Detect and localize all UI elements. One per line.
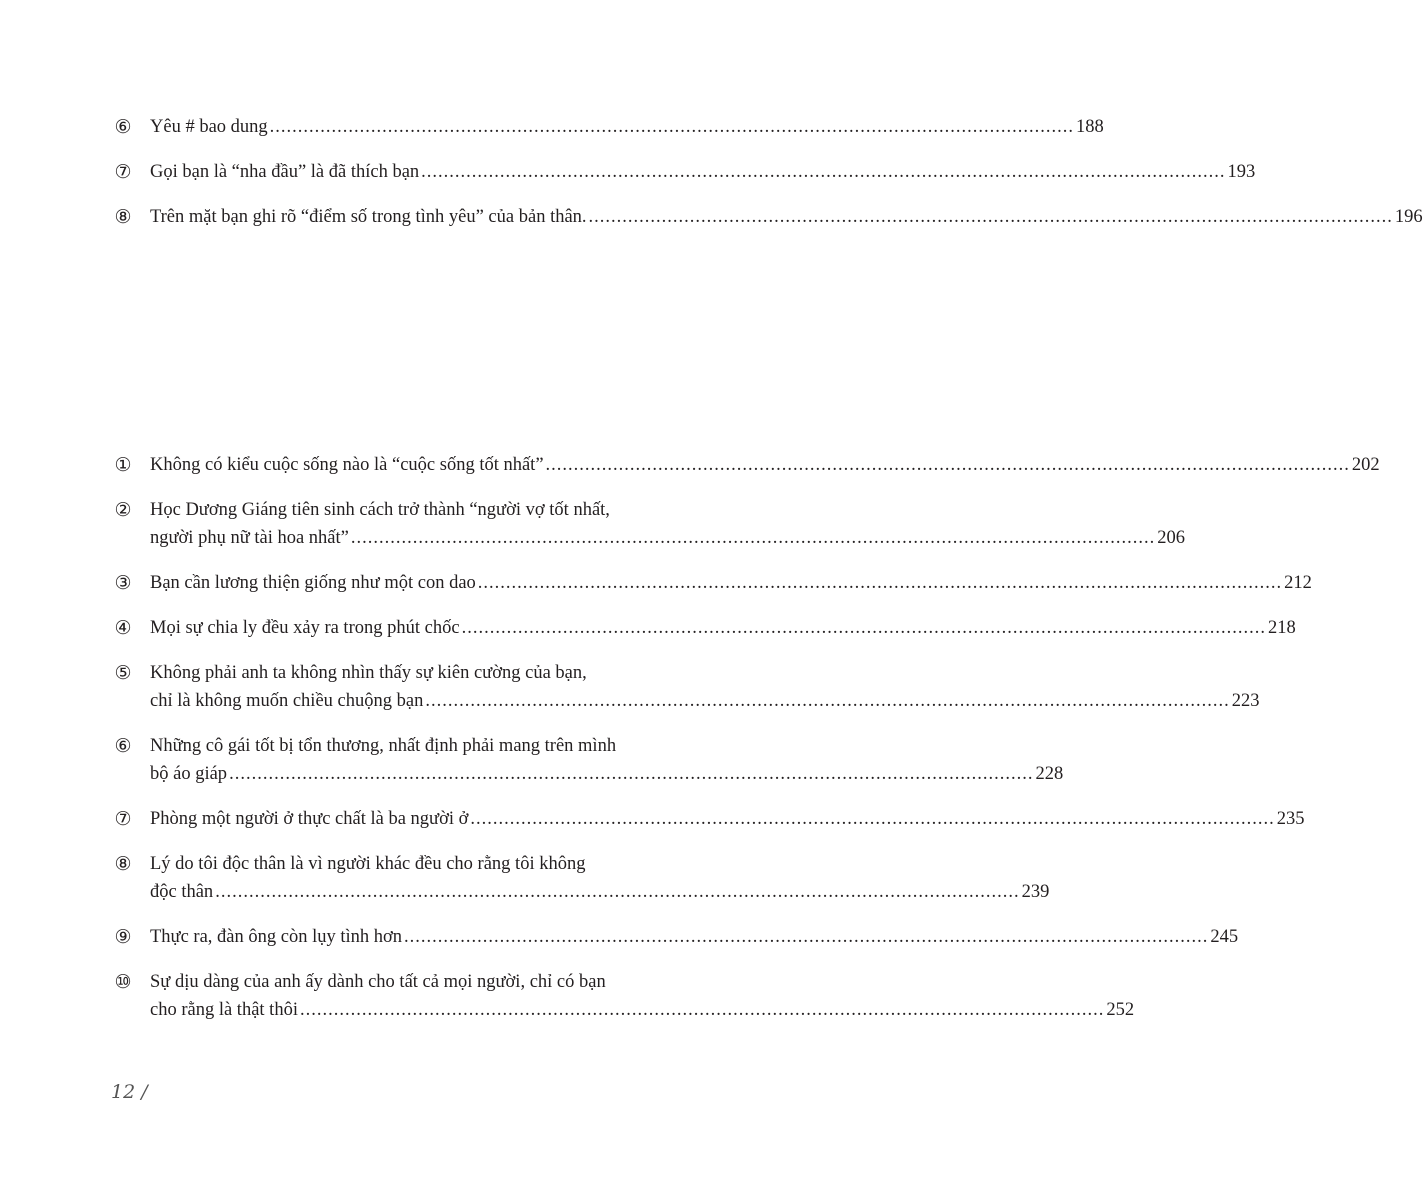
entry-page: 196 bbox=[1394, 207, 1423, 227]
entry-line bbox=[150, 569, 1312, 598]
entry-title-line: Không phải anh ta không nhìn thấy sự kiên cường của bạn, bbox=[150, 663, 587, 683]
entry-page: 202 bbox=[1351, 455, 1380, 475]
leader-dots: ............................................................................................................................................... bbox=[229, 764, 1034, 784]
entry-number: ⑦ bbox=[114, 808, 132, 830]
toc-group-1 bbox=[0, 113, 1423, 248]
entry-title: chỉ là không muốn chiều chuộng bạn bbox=[150, 691, 424, 711]
entry-title: Yêu # bao dung bbox=[150, 117, 268, 137]
toc-entry[interactable] bbox=[0, 496, 1185, 569]
entry-title: Bạn cần lương thiện giống như một con dao bbox=[150, 573, 476, 593]
entry-page: 245 bbox=[1210, 927, 1239, 947]
entry-line bbox=[150, 158, 1256, 187]
entry-title: Không có kiểu cuộc sống nào là “cuộc sống tốt nhất” bbox=[150, 455, 544, 475]
leader-dots: ............................................................................................................................................... bbox=[545, 455, 1350, 475]
entry-title: Trên mặt bạn ghi rõ “điểm số trong tình yêu” của bản thân. bbox=[150, 207, 587, 227]
entry-page: 228 bbox=[1035, 764, 1064, 784]
toc-entry[interactable] bbox=[0, 923, 1239, 968]
entry-page: 252 bbox=[1106, 1000, 1135, 1020]
entry-line bbox=[150, 760, 1064, 789]
toc-entry[interactable] bbox=[0, 732, 1064, 805]
entry-page: 235 bbox=[1276, 809, 1305, 829]
toc-entry[interactable] bbox=[0, 451, 1380, 496]
toc-entry[interactable] bbox=[0, 968, 1135, 1041]
leader-dots: ............................................................................................................................................... bbox=[215, 882, 1020, 902]
leader-dots: ............................................................................................................................................... bbox=[470, 809, 1275, 829]
entry-number: ② bbox=[114, 499, 132, 521]
entry-number: ④ bbox=[114, 617, 132, 639]
toc-entry[interactable] bbox=[0, 614, 1296, 659]
entry-number: ⑧ bbox=[114, 206, 132, 228]
entry-number: ① bbox=[114, 454, 132, 476]
entry-title: Thực ra, đàn ông còn lụy tình hơn bbox=[150, 927, 403, 947]
leader-dots: ............................................................................................................................................... bbox=[588, 207, 1393, 227]
entry-title: Phòng một người ở thực chất là ba người ở bbox=[150, 809, 469, 829]
entry-line bbox=[150, 451, 1380, 480]
entry-title-line: Lý do tôi độc thân là vì người khác đều cho rằng tôi không bbox=[150, 854, 586, 874]
toc-entry[interactable] bbox=[0, 569, 1312, 614]
entry-number: ⑩ bbox=[114, 971, 132, 993]
entry-number: ⑥ bbox=[114, 735, 132, 757]
entry-page: 212 bbox=[1284, 573, 1312, 593]
entry-line bbox=[150, 805, 1305, 834]
entry-page: 193 bbox=[1227, 162, 1256, 182]
leader-dots: ............................................................................................................................................... bbox=[299, 1000, 1105, 1020]
entry-page: 188 bbox=[1076, 117, 1104, 137]
entry-line bbox=[150, 996, 1135, 1025]
entry-title: Mọi sự chia ly đều xảy ra trong phút chốc bbox=[150, 618, 460, 638]
leader-dots: ............................................................................................................................................... bbox=[461, 618, 1266, 638]
leader-dots: ............................................................................................................................................... bbox=[404, 927, 1209, 947]
entry-line bbox=[150, 878, 1050, 907]
entry-number: ⑦ bbox=[114, 161, 132, 183]
toc-entry[interactable] bbox=[0, 659, 1260, 732]
leader-dots: ............................................................................................................................................... bbox=[477, 573, 1283, 593]
entry-line bbox=[150, 687, 1260, 716]
entry-line bbox=[150, 614, 1296, 643]
entry-number: ⑨ bbox=[114, 926, 132, 948]
leader-dots: ............................................................................................................................................... bbox=[421, 162, 1226, 182]
entry-line bbox=[150, 923, 1239, 952]
entry-title-line: Học Dương Giáng tiên sinh cách trở thành “người vợ tốt nhất, bbox=[150, 500, 610, 520]
entry-title: Gọi bạn là “nha đầu” là đã thích bạn bbox=[150, 162, 420, 182]
toc-entry[interactable] bbox=[0, 805, 1305, 850]
entry-line bbox=[150, 113, 1104, 142]
entry-page: 239 bbox=[1021, 882, 1050, 902]
entry-title-line: Sự dịu dàng của anh ấy dành cho tất cả mọi người, chỉ có bạn bbox=[150, 972, 606, 992]
page-number: 12 / bbox=[111, 1081, 148, 1103]
toc-entry[interactable] bbox=[0, 203, 1423, 248]
leader-dots: ............................................................................................................................................... bbox=[350, 528, 1156, 548]
entry-title-line: Những cô gái tốt bị tổn thương, nhất định phải mang trên mình bbox=[150, 736, 617, 756]
toc-group-2 bbox=[0, 451, 1380, 1041]
leader-dots: ............................................................................................................................................... bbox=[425, 691, 1230, 711]
entry-number: ⑤ bbox=[114, 662, 132, 684]
entry-title: cho rằng là thật thôi bbox=[150, 1000, 298, 1020]
entry-title: độc thân bbox=[150, 882, 214, 902]
entry-number: ⑧ bbox=[114, 853, 132, 875]
entry-page: 223 bbox=[1231, 691, 1260, 711]
entry-number: ⑥ bbox=[114, 116, 132, 138]
entry-page: 206 bbox=[1157, 528, 1185, 548]
toc-entry[interactable] bbox=[0, 158, 1256, 203]
entry-line bbox=[150, 203, 1423, 232]
entry-line bbox=[150, 524, 1185, 553]
leader-dots: ............................................................................................................................................... bbox=[269, 117, 1075, 137]
toc-entry[interactable] bbox=[0, 113, 1104, 158]
entry-page: 218 bbox=[1267, 618, 1296, 638]
toc-entry[interactable] bbox=[0, 850, 1050, 923]
entry-title: bộ áo giáp bbox=[150, 764, 228, 784]
entry-number: ③ bbox=[114, 572, 132, 594]
entry-title: người phụ nữ tài hoa nhất” bbox=[150, 528, 349, 548]
